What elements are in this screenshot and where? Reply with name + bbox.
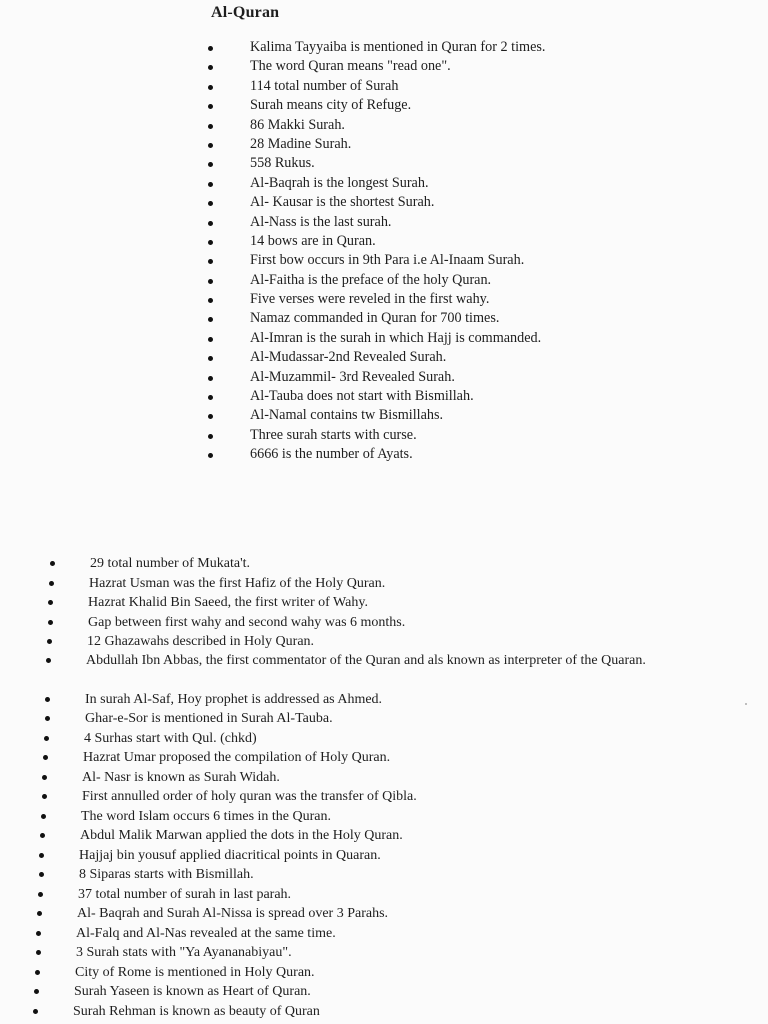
list-item [88, 593, 730, 613]
bullet-icon [46, 658, 51, 663]
bullet-icon [39, 853, 44, 858]
list-item [80, 826, 730, 846]
list-item-text: Al-Faitha is the preface of the holy Quran. [250, 271, 492, 288]
list-item [250, 193, 750, 212]
list-item-text: Five verses were reveled in the first wahy. [250, 291, 490, 308]
list-item [82, 787, 730, 807]
bullet-icon [36, 950, 41, 955]
list-item-text: Hazrat Usman was the first Hafiz of the Holy Quran. [89, 575, 386, 591]
list-item [250, 406, 750, 425]
page-title: Al-Quran [211, 4, 280, 21]
list-item [250, 309, 750, 328]
bullet-icon [208, 453, 213, 458]
bullet-icon [208, 221, 213, 226]
bullet-icon [48, 600, 53, 605]
list-item [250, 57, 750, 76]
list-item-text: Al-Mudassar-2nd Revealed Surah. [250, 349, 447, 366]
list-item-text: Three surah starts with curse. [250, 426, 417, 443]
list-item [84, 729, 730, 749]
bullet-icon [208, 46, 213, 51]
bullet-icon [208, 434, 213, 439]
list-item-text: Surah means city of Refuge. [250, 97, 412, 114]
list-item [250, 251, 750, 270]
list-item-text: Al- Nasr is known as Surah Widah. [82, 769, 280, 785]
bullet-icon [208, 259, 213, 264]
list-item-text: 12 Ghazawahs described in Holy Quran. [87, 634, 315, 649]
bullet-icon [208, 104, 213, 109]
list-item-text: Kalima Tayyaiba is mentioned in Quran for 2 times. [250, 39, 546, 55]
list-item [79, 846, 730, 866]
bullet-icon [50, 561, 55, 566]
list-item [250, 290, 750, 309]
bullet-icon [208, 395, 213, 400]
list-item-text: Gap between first wahy and second wahy was 6 months. [88, 614, 406, 630]
list-item [250, 96, 750, 115]
list-item [74, 982, 730, 1002]
bullet-icon [38, 892, 43, 897]
list-item-text: 37 total number of surah in last parah. [78, 886, 292, 902]
bullet-icon [208, 143, 213, 148]
list-item-text: 29 total number of Mukata't. [90, 556, 250, 571]
list-item-text: 558 Rukus. [250, 155, 315, 172]
list-item [88, 613, 730, 633]
list-item-text: Hazrat Umar proposed the compilation of Holy Quran. [83, 750, 391, 765]
list-item-text: In surah Al-Saf, Hoy prophet is addressed as Ahmed. [85, 691, 383, 707]
list-item-text: Namaz commanded in Quran for 700 times. [250, 310, 500, 327]
bullet-icon [33, 1009, 38, 1014]
list-item [250, 174, 750, 193]
bullet-icon [208, 182, 213, 187]
list-item-text: Al- Kausar is the shortest Surah. [250, 194, 435, 211]
bullet-icon [35, 970, 40, 975]
list-item [86, 652, 696, 690]
list-item [250, 445, 750, 464]
list-item-text: The word Islam occurs 6 times in the Quran. [81, 808, 331, 824]
list-item-text: Surah Yaseen is known as Heart of Quran. [74, 984, 311, 999]
list-item-text: First bow occurs in 9th Para i.e Al-Inaam Surah. [250, 252, 525, 269]
list-item-text: Abdullah Ibn Abbas, the first commentator of the Quran and als known as interpreter of the Quaran. [86, 652, 646, 668]
list-item-text: The word Quran means "read one". [250, 58, 451, 75]
list-item [78, 885, 730, 905]
bullet-icon [208, 162, 213, 167]
list-item-text: Al-Falq and Al-Nas revealed at the same time. [76, 925, 336, 941]
bullet-icon [45, 697, 50, 702]
list-item [250, 232, 750, 251]
bullet-icon [208, 356, 213, 361]
list-item-text: Al-Tauba does not start with Bismillah. [250, 388, 474, 405]
list-item-text: Hazrat Khalid Bin Saeed, the first writer of Wahy. [88, 595, 368, 610]
bullet-icon [208, 85, 213, 90]
list-item [79, 865, 730, 885]
list-item [250, 213, 750, 232]
list-item-text: Al-Imran is the surah in which Hajj is commanded. [250, 329, 542, 346]
list-item-text: Al-Namal contains tw Bismillahs. [250, 407, 444, 424]
list-item [90, 554, 730, 574]
list-item-text: 14 bows are in Quran. [250, 232, 376, 249]
list-item-text: Ghar-e-Sor is mentioned in Surah Al-Tauba. [85, 711, 333, 726]
list-item [250, 154, 750, 173]
bullet-icon [36, 931, 41, 936]
bullet-icon [208, 279, 213, 284]
bullet-icon [208, 376, 213, 381]
bullet-icon [208, 65, 213, 70]
list-item [250, 426, 750, 445]
bullet-icon [41, 814, 46, 819]
list-item [77, 904, 730, 924]
list-item-text: Al-Muzammil- 3rd Revealed Surah. [250, 368, 455, 385]
list-item [250, 116, 750, 135]
bullet-icon [208, 317, 213, 322]
list-item-text: Surah Rehman is known as beauty of Quran [73, 1003, 320, 1019]
list-item [250, 77, 750, 96]
list-item [250, 387, 750, 406]
bullet-icon [34, 989, 39, 994]
bullet-icon [42, 775, 47, 780]
bullet-icon [208, 201, 213, 206]
bullet-icon [44, 736, 49, 741]
list-item-text: 8 Siparas starts with Bismillah. [79, 867, 254, 882]
bullet-icon [208, 337, 213, 342]
bullet-icon [47, 639, 52, 644]
bullet-icon [49, 581, 54, 586]
list-item [85, 709, 730, 729]
list-item [250, 348, 750, 367]
list-item-text: City of Rome is mentioned in Holy Quran. [75, 964, 315, 980]
list-item-text: Hajjaj bin yousuf applied diacritical points in Quaran. [79, 847, 381, 863]
list-item-text: 28 Madine Surah. [250, 135, 352, 152]
list-item-text: Al- Baqrah and Surah Al-Nissa is spread over 3 Parahs. [77, 906, 389, 921]
bullet-icon [208, 414, 213, 419]
list-item [76, 943, 730, 963]
paper-speck [745, 703, 747, 705]
bullet-icon [48, 620, 53, 625]
list-item-text: 6666 is the number of Ayats. [250, 446, 413, 463]
list-item [73, 1002, 730, 1022]
list-item [250, 135, 750, 154]
list-item-text: 3 Surah stats with "Ya Ayananabiyau". [76, 945, 292, 960]
bullet-icon [45, 716, 50, 721]
facts-list-top [250, 38, 750, 465]
bullet-icon [42, 794, 47, 799]
bullet-icon [40, 833, 45, 838]
list-item [250, 38, 750, 57]
list-item [87, 632, 730, 652]
list-item-text: 4 Surhas start with Qul. (chkd) [84, 730, 257, 746]
list-item-text: Al-Baqrah is the longest Surah. [250, 174, 429, 191]
bullet-icon [208, 240, 213, 245]
list-item [82, 768, 730, 788]
list-item-text: Al-Nass is the last surah. [250, 213, 392, 230]
bullet-icon [39, 872, 44, 877]
list-item [81, 807, 730, 827]
list-item [83, 748, 730, 768]
list-item [250, 271, 750, 290]
list-item [89, 574, 730, 594]
list-item [250, 368, 750, 387]
list-item [85, 690, 730, 710]
bullet-icon [43, 755, 48, 760]
bullet-icon [208, 298, 213, 303]
list-item [76, 924, 730, 944]
bullet-icon [37, 911, 42, 916]
list-item-text: 114 total number of Surah [250, 77, 399, 94]
facts-list-bottom [73, 554, 730, 1021]
bullet-icon [208, 124, 213, 129]
list-item-text: First annulled order of holy quran was the transfer of Qibla. [82, 789, 417, 804]
list-item-text: Abdul Malik Marwan applied the dots in the Holy Quran. [80, 828, 403, 843]
list-item [75, 963, 730, 983]
list-item [250, 329, 750, 348]
list-item-text: 86 Makki Surah. [250, 116, 345, 133]
